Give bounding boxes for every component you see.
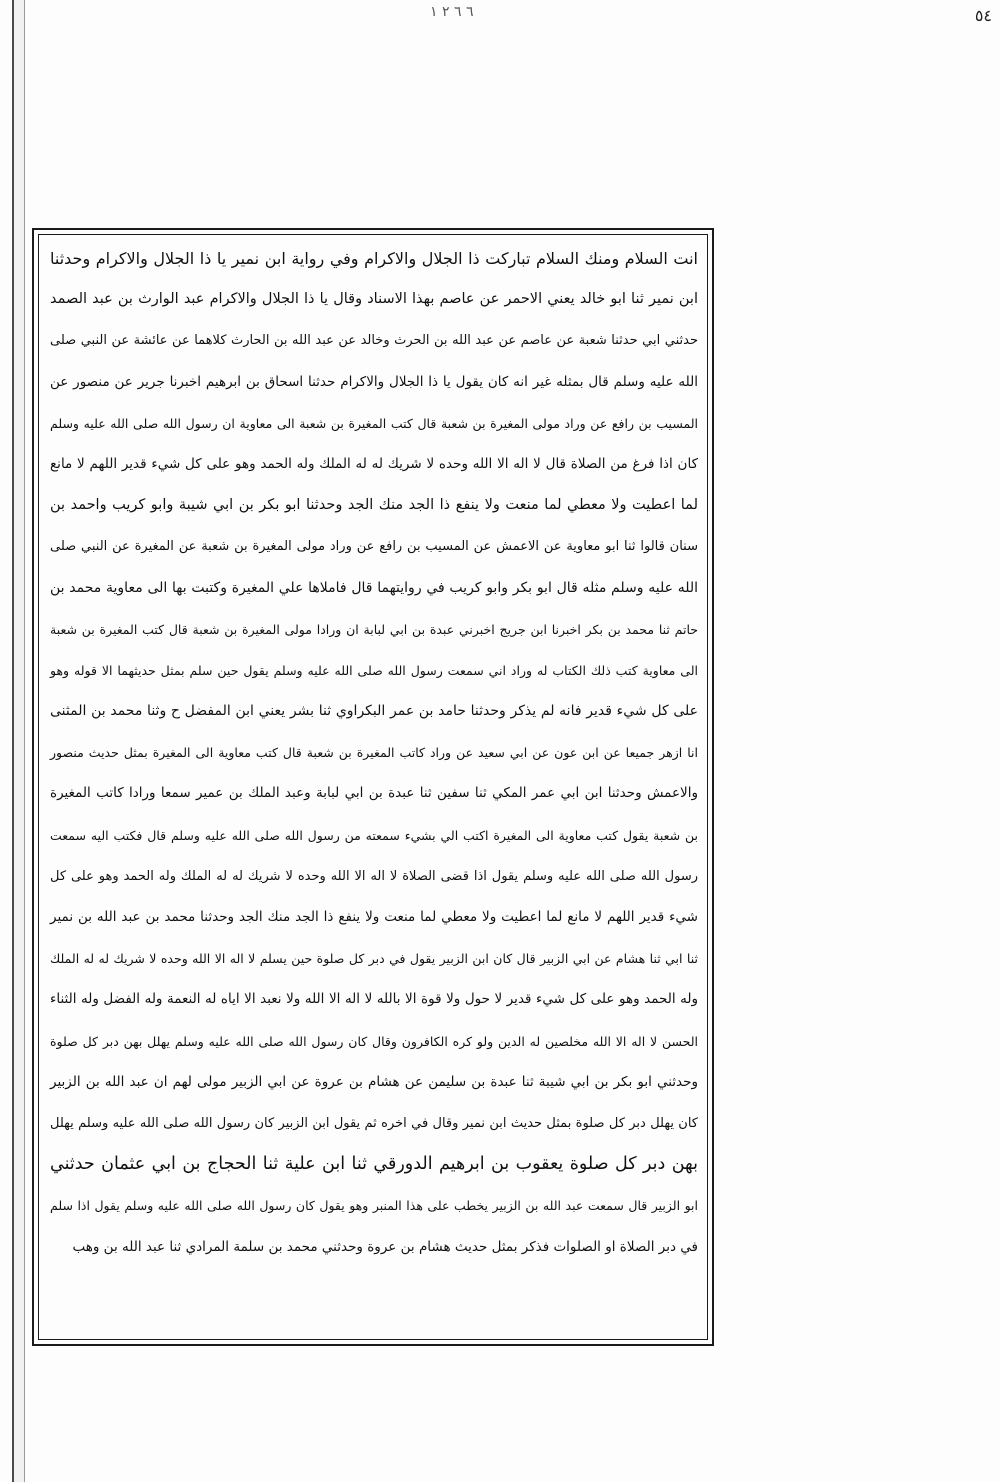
text-line-19: وله الحمد وهو على كل شيء قدير لا حول ولا قوة الا بالله لا اله الا الله ولا نعبد الا اياه له النعمة وله الفضل وله الثناء xyxy=(50,991,698,1008)
text-line-23: بهن دبر كل صلوة يعقوب بن ابرهيم الدورقي ثنا ابن علية ثنا الحجاج بن ابي عثمان حدثني xyxy=(50,1154,698,1175)
text-line-10: حاتم ثنا محمد بن بكر اخبرنا ابن جريج اخبرني عبدة بن ابي لبابة ان ورادا مولى المغيرة بن شعبة قال كتب المغيرة بن شعبة xyxy=(50,621,698,637)
text-block xyxy=(44,238,704,1338)
text-line-16: رسول الله صلى الله عليه وسلم يقول اذا قضى الصلاة لا اله الا الله وحده لا شريك له له الملك وله الحمد وهو على كل xyxy=(50,868,698,884)
text-line-14: والاعمش وحدثنا ابن ابي عمر المكي ثنا سفين ثنا عبدة بن ابي لبابة وعبد الملك بن عمير سمعا ورادا كاتب المغيرة xyxy=(50,785,698,802)
text-line-24: ابو الزبير قال سمعت عبد الله بن الزبير يخطب على هذا المنبر وهو يقول كان رسول الله صلى الله عليه وسلم يقول اذا سلم xyxy=(50,1198,698,1214)
folio-number: ٥٤ xyxy=(974,6,992,25)
text-line-20: الحسن لا اله الا الله مخلصين له الدين ولو كره الكافرون وقال كان رسول الله صلى الله عليه وسلم يهلل بهن دبر كل صلوة xyxy=(50,1033,698,1049)
text-line-17: شيء قدير اللهم لا مانع لما اعطيت ولا معطي لما منعت ولا ينفع ذا الجد منك الجد وحدثنا محمد بن عبد الله بن نمير xyxy=(50,909,698,925)
text-line-22: كان يهلل دبر كل صلوة بمثل حديث ابن نمير وقال في اخره ثم يقول ابن الزبير كان رسول الله صلى الله عليه وسلم يهلل xyxy=(50,1115,698,1131)
text-line-3: حدثني ابي حدثنا شعبة عن عاصم عن عبد الله بن الحرث وخالد عن عبد الله بن الحارث كلاهما عن عائشة عن النبي صلى xyxy=(50,333,698,349)
binding-edge xyxy=(12,0,25,1482)
text-line-18: ثنا ابي ثنا هشام عن ابي الزبير قال كان ابن الزبير يقول في دبر كل صلوة حين يسلم لا اله الا الله وحده لا شريك له له الملك xyxy=(50,951,698,967)
text-line-4: الله عليه وسلم قال بمثله غير انه كان يقول يا ذا الجلال والاكرام حدثنا اسحاق بن ابرهيم اخبرنا جرير عن منصور عن xyxy=(50,373,698,390)
text-line-9: الله عليه وسلم مثله قال ابو بكر وابو كريب في روايتهما قال فاملاها علي المغيرة وكتبت بها الى معاوية محمد بن xyxy=(50,579,698,596)
text-line-1: انت السلام ومنك السلام تباركت ذا الجلال والاكرام وفي رواية ابن نمير يا ذا الجلال والاكرام وحدثنا xyxy=(50,249,698,268)
text-line-7: لما اعطيت ولا معطي لما منعت ولا ينفع ذا الجد منك الجد وحدثنا ابو بكر بن ابي شيبة وابو كريب واحمد بن xyxy=(50,497,698,514)
text-line-2: ابن نمير ثنا ابو خالد يعني الاحمر عن عاصم بهذا الاسناد وقال يا ذا الجلال والاكرام عبد الوارث بن عبد الصمد xyxy=(50,291,698,308)
text-line-8: سنان قالوا ثنا ابو معاوية عن الاعمش عن المسيب بن رافع عن وراد مولى المغيرة بن شعبة عن المغيرة عن النبي صلى xyxy=(50,539,698,555)
text-line-21: وحدثني ابو بكر بن ابي شيبة ثنا عبدة بن سليمن عن هشام بن عروة عن ابي الزبير مولى لهم ان عبد الله بن الزبير xyxy=(50,1073,698,1090)
text-line-25: في دبر الصلاة او الصلوات فذكر بمثل حديث هشام بن عروة وحدثني محمد بن سلمة المرادي ثنا عبد الله بن وهب xyxy=(72,1238,698,1255)
text-line-5: المسيب بن رافع عن وراد مولى المغيرة بن شعبة قال كتب المغيرة بن شعبة الى معاوية ان رسول الله صلى الله عليه وسلم xyxy=(50,415,698,431)
text-line-6: كان اذا فرغ من الصلاة قال لا اله الا الله وحده لا شريك له له الملك وله الحمد وهو على كل شيء قدير اللهم لا مانع xyxy=(50,455,698,472)
text-line-11: الى معاوية كتب ذلك الكتاب له وراد اني سمعت رسول الله صلى الله عليه وسلم يقول حين سلم بمثل حديثهما الا قوله وهو xyxy=(50,662,698,678)
top-marks: ٦ ٦ ٢ ١ xyxy=(430,4,474,20)
text-line-12: على كل شيء قدير فانه لم يذكر وحدثنا حامد بن عمر البكراوي ثنا بشر يعني ابن المفضل ح وثنا محمد بن المثنى xyxy=(50,703,698,720)
text-line-15: بن شعبة يقول كتب معاوية الى المغيرة اكتب الي بشيء سمعته من رسول الله صلى الله عليه وسلم قال فكتب اليه سمعت xyxy=(50,827,698,843)
text-line-13: انا ازهر جميعا عن ابن عون عن ابي سعيد عن وراد كاتب المغيرة بن شعبة قال كتب معاوية الى المغيرة بمثل حديث منصور xyxy=(50,745,698,761)
